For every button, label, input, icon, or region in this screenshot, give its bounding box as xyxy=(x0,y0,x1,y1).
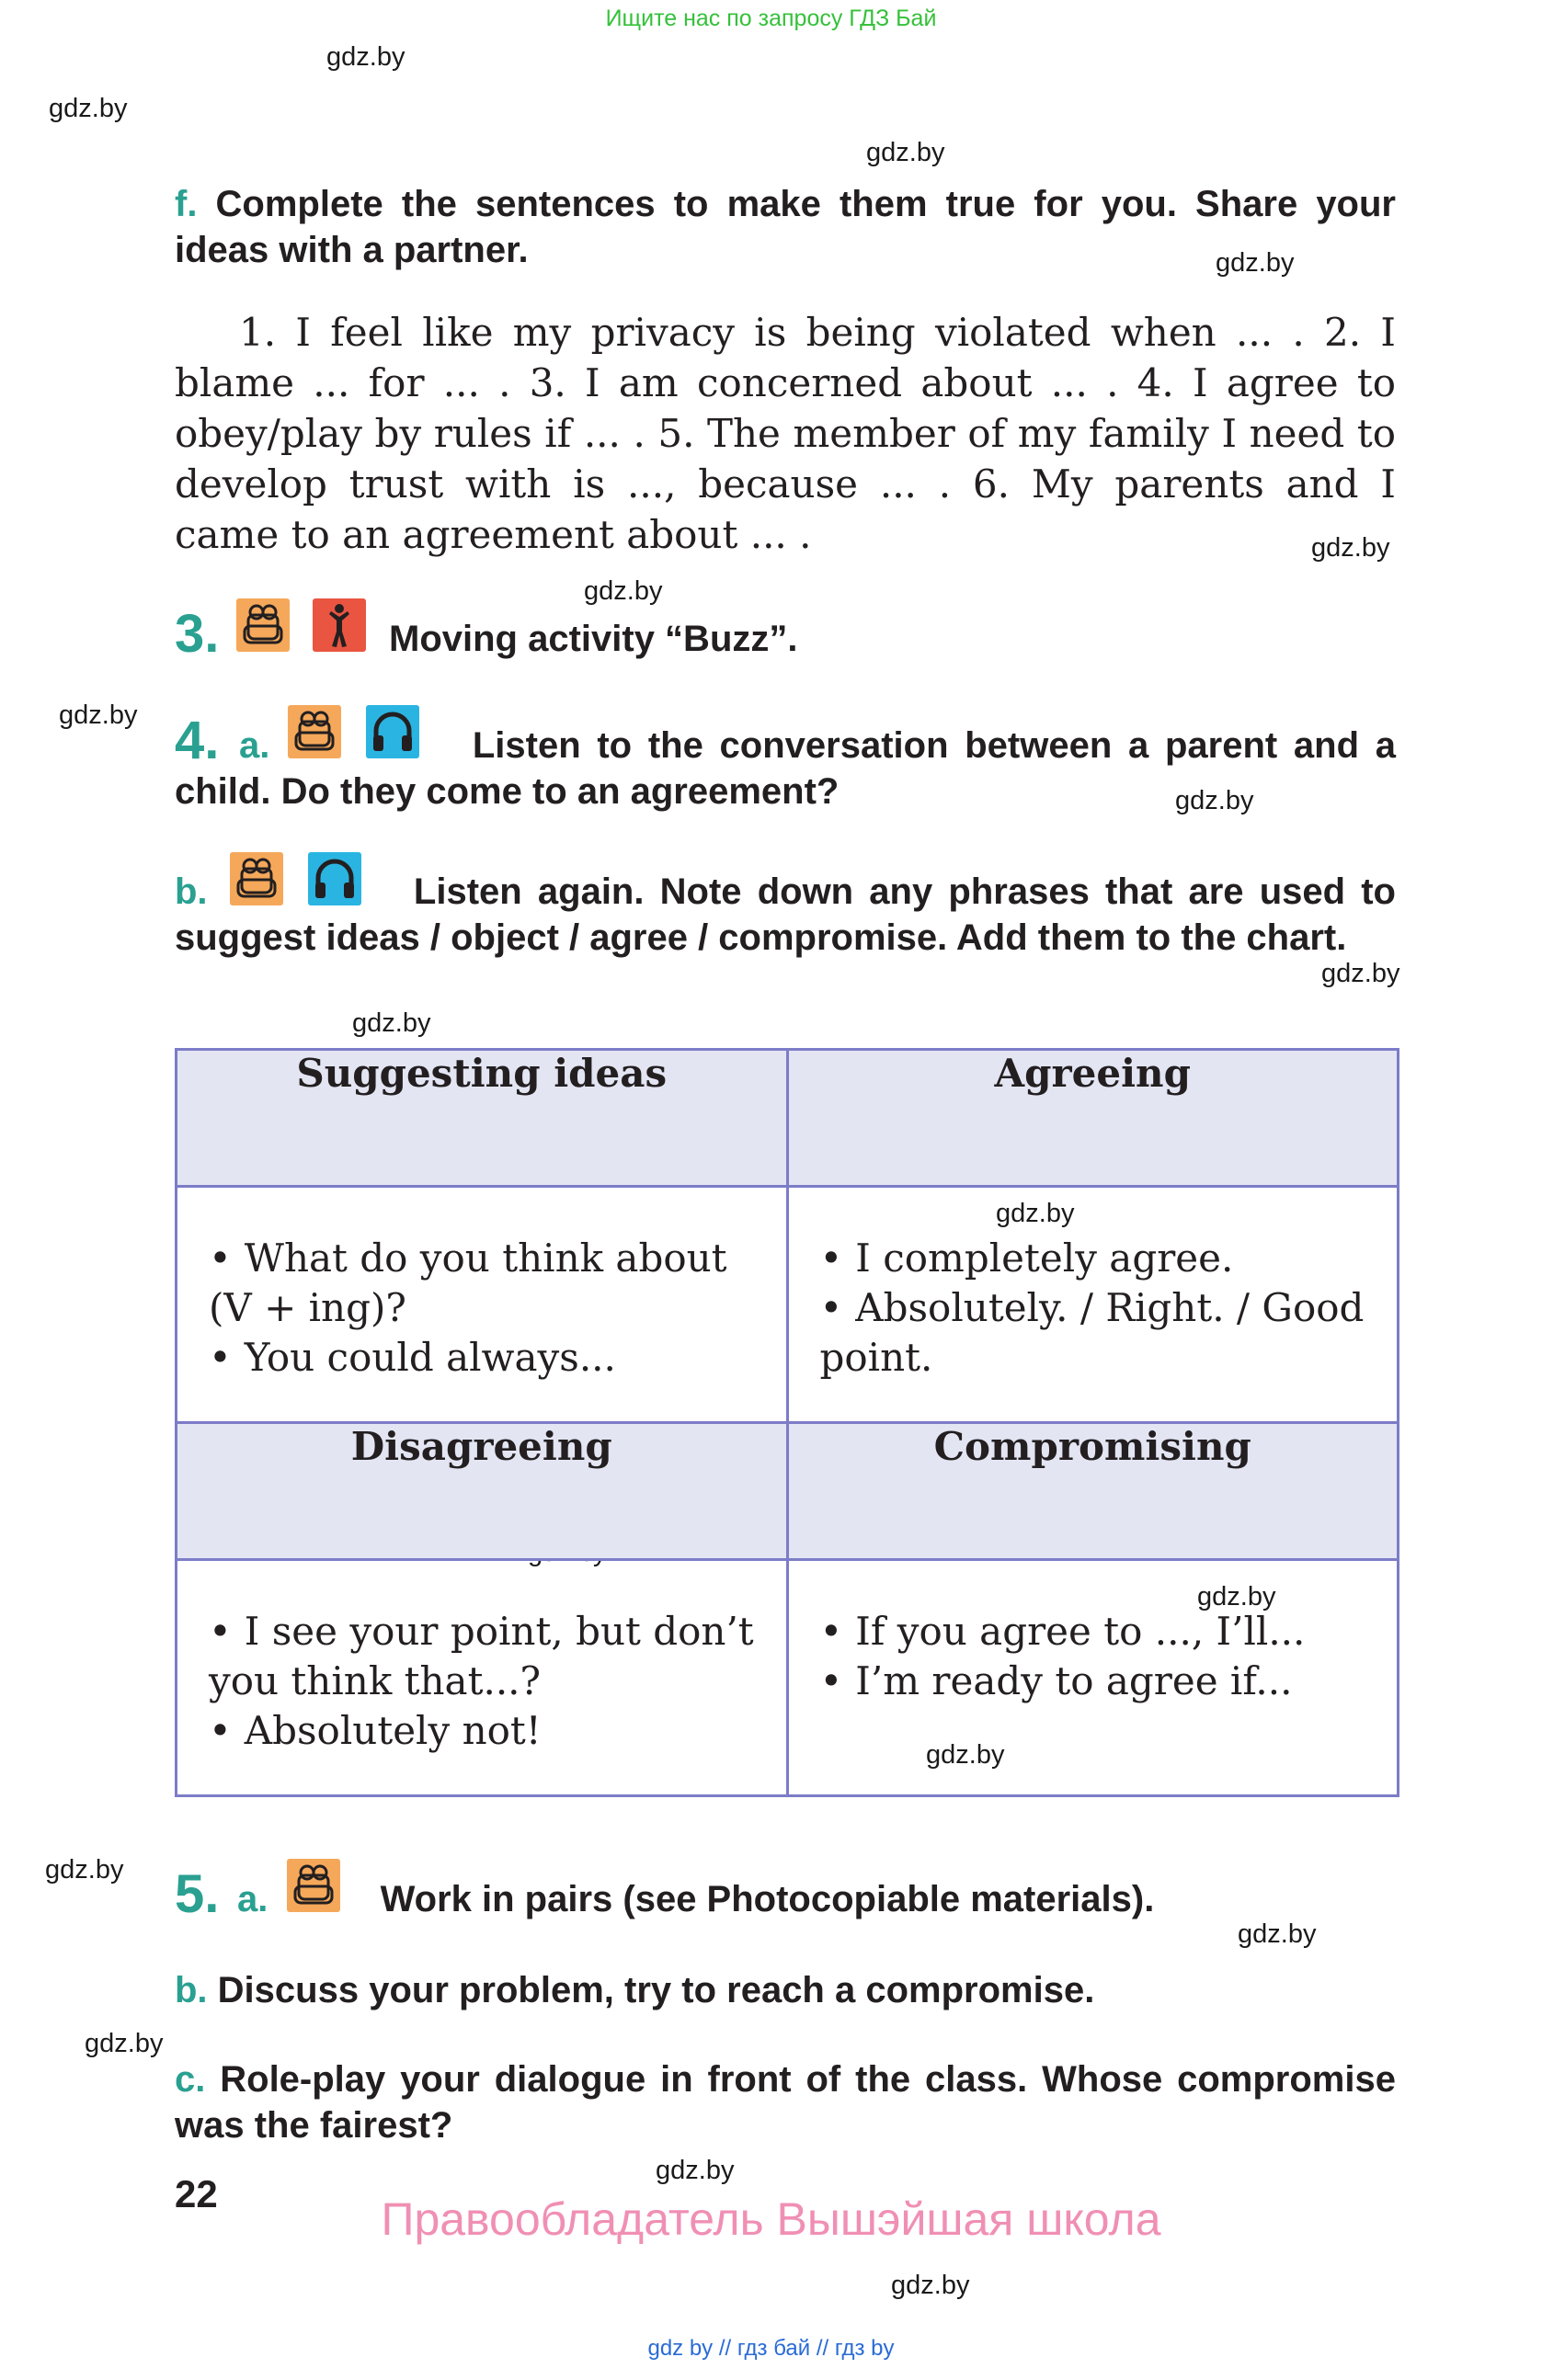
exercise-5a-letter: a. xyxy=(237,1879,268,1919)
exercise-4b-text: Listen again. Note down any phrases that are used to suggest ideas / object / agree / compromise. Add them to the chart. xyxy=(175,871,1396,958)
watermark: gdz.by xyxy=(49,94,128,123)
moving-activity-icon xyxy=(313,598,366,652)
exercise-5c-text: Role-play your dialogue in front of the class. Whose compromise was the fairest? xyxy=(175,2059,1396,2146)
footer-links[interactable]: gdz by // гдз бай // гдз by xyxy=(647,2336,895,2361)
watermark: gdz.by xyxy=(996,1199,1075,1228)
list-item: • You could always... xyxy=(209,1333,759,1383)
exercise-f-instruction xyxy=(175,181,1396,273)
watermark: gdz.by xyxy=(584,576,663,606)
watermark: gdz.by xyxy=(1175,786,1254,815)
exercise-5a-text: Work in pairs (see Photocopiable materials). xyxy=(380,1879,1155,1919)
list-item: • I’m ready to agree if... xyxy=(820,1657,1370,1706)
exercise-4a-instruction xyxy=(175,723,1396,814)
exercise-5c-letter: c. xyxy=(175,2059,206,2100)
exercise-f-body: 1. I feel like my privacy is being violated when ... . 2. I blame ... for ... . 3. I am concerned about ... . 4. I agree to obey/play by rules if ... . 5. The member of my family I need to develop trust with is ..., because ... . 6. My parents and I came to an agreement about ... . xyxy=(175,310,1396,557)
watermark: gdz.by xyxy=(866,138,945,167)
list-item: • Absolutely not! xyxy=(209,1706,759,1756)
watermark: gdz.by xyxy=(85,2029,164,2058)
exercise-5a-instruction xyxy=(237,1876,1154,1922)
watermark: gdz.by xyxy=(1216,248,1295,278)
watermark: gdz.by xyxy=(59,700,138,730)
list-item: • I see your point, but don’t you think that...? xyxy=(209,1607,759,1706)
chart-cell-suggesting xyxy=(177,1187,788,1423)
exercise-4b-letter: b. xyxy=(175,871,208,912)
exercise-4a-text: Listen to the conversation between a parent and a child. Do they come to an agreement? xyxy=(175,725,1396,812)
watermark: gdz.by xyxy=(45,1855,124,1885)
phrases-chart xyxy=(175,1048,1399,1797)
pair-work-icon xyxy=(236,598,290,652)
list-item: • I completely agree. xyxy=(820,1234,1370,1283)
watermark: gdz.by xyxy=(1238,1919,1317,1949)
exercise-f-text: Complete the sentences to make them true for you. Share your ideas with a partner. xyxy=(175,184,1396,270)
chart-cell-disagreeing xyxy=(177,1560,788,1796)
watermark: gdz.by xyxy=(352,1008,431,1038)
exercise-5-number: 5. xyxy=(175,1864,220,1924)
list-item: • If you agree to ..., I’ll... xyxy=(820,1607,1370,1657)
page-number: 22 xyxy=(175,2172,218,2215)
chart-header-agreeing: Agreeing xyxy=(787,1050,1399,1187)
exercise-4b-instruction xyxy=(175,869,1396,961)
watermark: gdz.by xyxy=(1311,533,1390,563)
exercise-5c-instruction xyxy=(175,2056,1396,2148)
list-item: • Absolutely. / Right. / Good point. xyxy=(820,1283,1370,1383)
exercise-5b-instruction xyxy=(175,1967,1396,2013)
watermark: gdz.by xyxy=(891,2271,970,2300)
chart-header-suggesting: Suggesting ideas xyxy=(177,1050,788,1187)
watermark: gdz.by xyxy=(926,1740,1005,1770)
exercise-4a-letter: a. xyxy=(239,725,270,766)
list-item: • What do you think about (V + ing)? xyxy=(209,1234,759,1333)
chart-cell-compromising xyxy=(787,1560,1399,1796)
exercise-f-letter: f. xyxy=(175,184,198,224)
exercise-5b-letter: b. xyxy=(175,1970,208,2010)
chart-cell-agreeing xyxy=(787,1187,1399,1423)
watermark: gdz.by xyxy=(1321,959,1400,988)
chart-header-disagreeing: Disagreeing xyxy=(177,1423,788,1560)
watermark: gdz.by xyxy=(1197,1582,1276,1611)
top-banner: Ищите нас по запросу ГДЗ Бай xyxy=(605,6,937,31)
watermark: gdz.by xyxy=(326,42,405,72)
exercise-3-text: Moving activity “Buzz”. xyxy=(389,619,798,659)
exercise-4-number: 4. xyxy=(175,711,220,770)
rights-holder: Правообладатель Вышэйшая школа xyxy=(381,2193,1161,2245)
exercise-5b-text: Discuss your problem, try to reach a compromise. xyxy=(217,1970,1095,2010)
watermark: gdz.by xyxy=(656,2156,735,2185)
exercise-3-number: 3. xyxy=(175,604,220,664)
chart-header-compromising: Compromising xyxy=(787,1423,1399,1560)
